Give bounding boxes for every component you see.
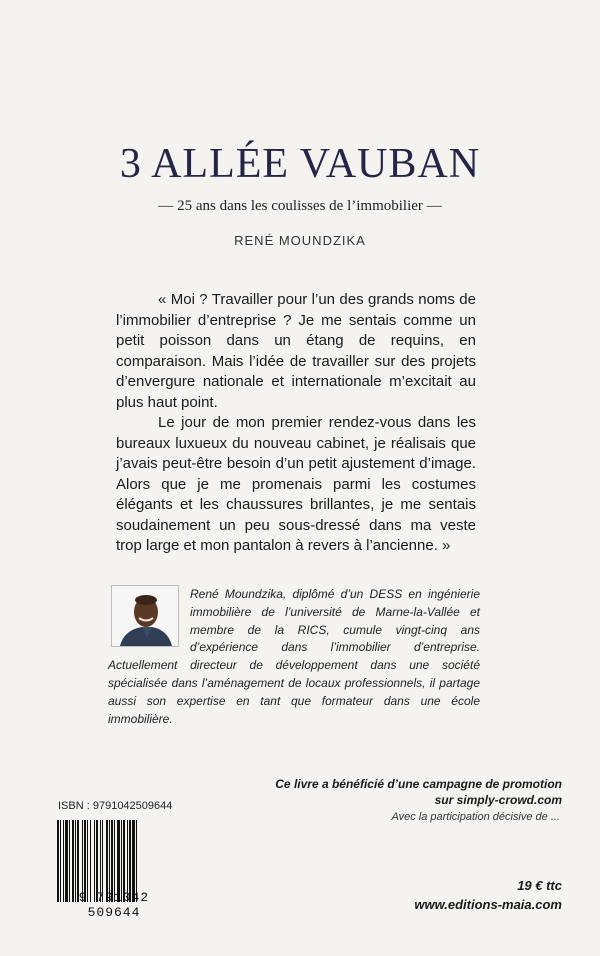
publisher-website: www.editions-maia.com — [414, 897, 562, 912]
excerpt-paragraph-2: Le jour de mon premier rendez-vous dans les bureaux luxueux du nouveau cabinet, je réalisais que j’avais peut-être besoin d’un petit ajustement d’image. Alors que je me promenais parmi les costumes élégants et les chaussures brillantes, je me sentais soudainement un peu sous-dressé dans ma veste trop large et mon pantalon à revers à l’ancienne. » — [116, 414, 476, 554]
participation-note: Avec la participation décisive de ... — [391, 811, 560, 823]
excerpt-paragraph-1: « Moi ? Travailler pour l’un des grands noms de l’immobilier d’entreprise ? Je me sentais comme un petit poisson dans un étang de requins, en comparaison. Mais l’idée de travailler sur des projets d’envergure nationale et internationale m’excitait au plus haut point. — [116, 291, 476, 411]
isbn-label: ISBN : 9791042509644 — [58, 800, 173, 812]
barcode-digits: 9 791042 509644 — [78, 890, 150, 920]
biography-text: René Moundzika, diplômé d’un DESS en ingénierie immobilière de l’université de Marne-la-Vallée et membre de la RICS, cumule vingt-cinq ans d’expérience dans l’immobilier d’entreprise. Actuellement directeur de développement dans une société spécialisée dans l’aménagement de locaux professionnels, il partage aussi son expertise en tant que formateur dans une école immobilière. — [108, 587, 480, 726]
promotion-notice — [242, 776, 562, 808]
book-subtitle: — 25 ans dans les coulisses de l’immobilier — — [158, 198, 442, 214]
promotion-line-1: Ce livre a bénéficié d’une campagne de promotion — [275, 777, 562, 791]
price-label: 19 € ttc — [517, 878, 562, 893]
promotion-line-2: sur simply-crowd.com — [434, 793, 562, 807]
back-cover-excerpt — [116, 290, 476, 557]
author-biography — [108, 586, 480, 728]
author-name: RENÉ MOUNDZIKA — [234, 233, 366, 248]
book-title: 3 ALLÉE VAUBAN — [119, 141, 481, 187]
